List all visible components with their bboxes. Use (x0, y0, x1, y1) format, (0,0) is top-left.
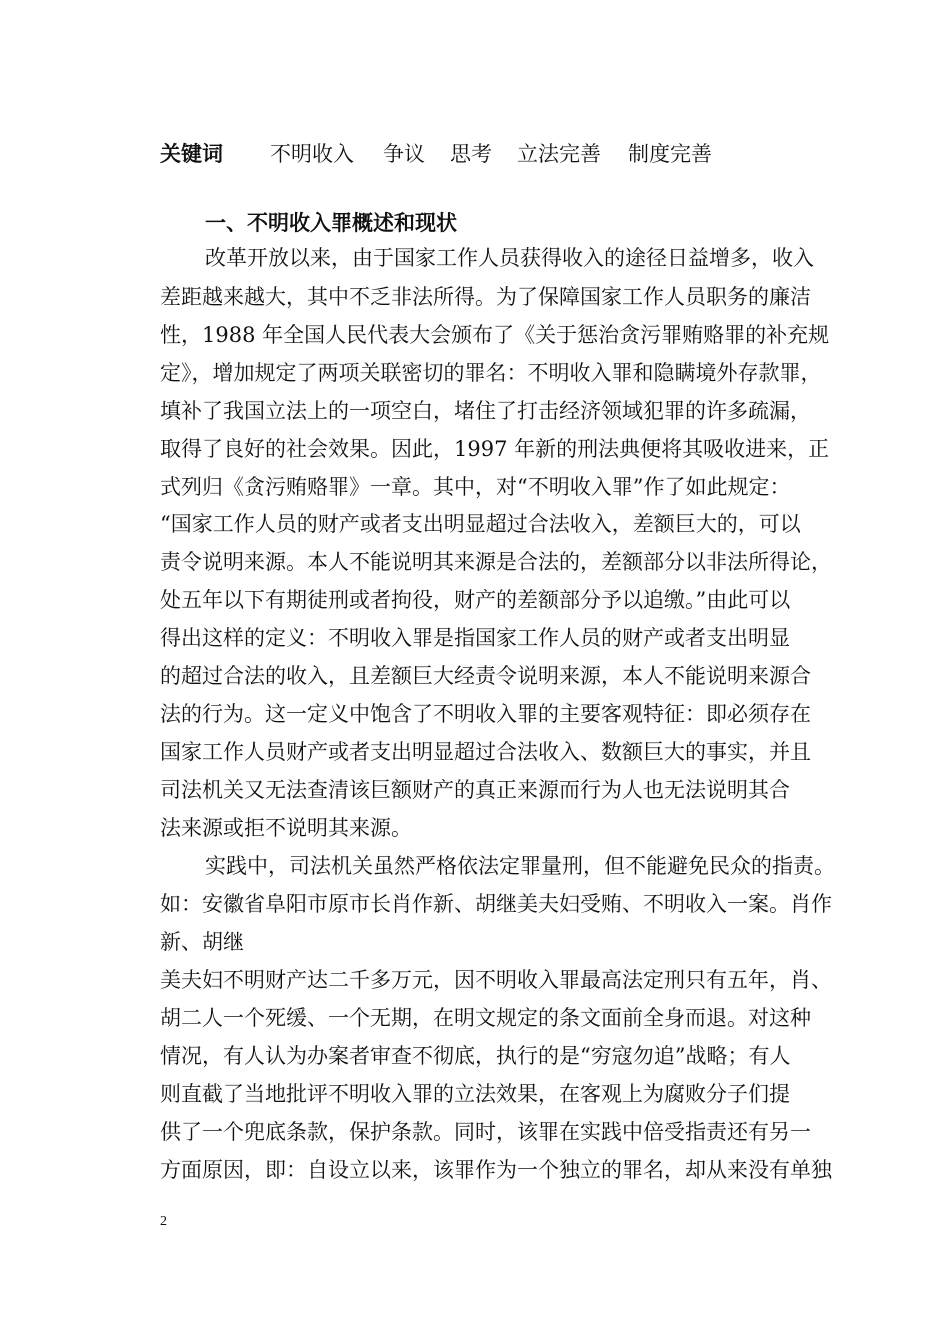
paragraph-line: 性，1988 年全国人民代表大会颁布了《关于惩治贪污罪贿赂罪的补充规 (160, 323, 830, 347)
section-heading: 一、不明收入罪概述和现状 (205, 211, 457, 235)
paragraph-line: 国家工作人员财产或者支出明显超过合法收入、数额巨大的事实，并且 (160, 740, 811, 764)
keyword-item: 立法完善 (517, 142, 601, 166)
paragraph-line: 的超过合法的收入，且差额巨大经责令说明来源，本人不能说明来源合 (160, 664, 811, 688)
paragraph-line: 责令说明来源。本人不能说明其来源是合法的，差额部分以非法所得论， (160, 550, 832, 574)
paragraph-line: 则直截了当地批评不明收入罪的立法效果，在客观上为腐败分子们提 (160, 1082, 790, 1106)
keywords-label: 关键词 (160, 142, 223, 166)
paragraph-line: 胡二人一个死缓、一个无期，在明文规定的条文面前全身而退。对这种 (160, 1006, 811, 1030)
paragraph-line: 取得了良好的社会效果。因此，1997 年新的刑法典便将其吸收进来，正 (160, 437, 830, 461)
paragraph-line: 改革开放以来，由于国家工作人员获得收入的途径日益增多，收入 (205, 246, 814, 270)
paragraph-line: 差距越来越大，其中不乏非法所得。为了保障国家工作人员职务的廉洁 (160, 285, 811, 309)
paragraph-line: 方面原因，即：自设立以来，该罪作为一个独立的罪名，却从来没有单独 (160, 1158, 832, 1182)
paragraph-line: “国家工作人员的财产或者支出明显超过合法收入，差额巨大的，可以 (160, 512, 801, 536)
paragraph-line: 如：安徽省阜阳市原市长肖作新、胡继美夫妇受贿、不明收入一案。肖作 (160, 892, 832, 916)
page-number: 2 (160, 1214, 167, 1229)
paragraph-line: 式列归《贪污贿赂罪》一章。其中，对“不明收入罪”作了如此规定： (160, 475, 791, 499)
paragraph-line: 美夫妇不明财产达二千多万元，因不明收入罪最高法定刑只有五年，肖、 (160, 968, 832, 992)
paragraph-line: 填补了我国立法上的一项空白，堵住了打击经济领域犯罪的许多疏漏， (160, 399, 811, 423)
paragraph-line: 法来源或拒不说明其来源。 (160, 816, 412, 840)
keyword-item: 制度完善 (628, 142, 712, 166)
paragraph-line: 定》，增加规定了两项关联密切的罪名：不明收入罪和隐瞒境外存款罪， (160, 361, 822, 385)
keyword-item: 争议 (383, 142, 425, 166)
paragraph-line: 法的行为。这一定义中饱含了不明收入罪的主要客观特征：即必须存在 (160, 702, 811, 726)
paragraph-line: 实践中，司法机关虽然严格依法定罪量刑，但不能避免民众的指责。 (205, 854, 835, 878)
paragraph-line: 得出这样的定义：不明收入罪是指国家工作人员的财产或者支出明显 (160, 626, 790, 650)
paragraph-line: 情况，有人认为办案者审查不彻底，执行的是“穷寇勿追”战略；有人 (160, 1044, 791, 1068)
paragraph-line: 司法机关又无法查清该巨额财产的真正来源而行为人也无法说明其合 (160, 778, 790, 802)
keyword-item: 不明收入 (270, 142, 354, 166)
keyword-item: 思考 (450, 142, 492, 166)
paragraph-line: 供了一个兜底条款，保护条款。同时，该罪在实践中倍受指责还有另一 (160, 1120, 811, 1144)
paragraph-line: 处五年以下有期徒刑或者拘役，财产的差额部分予以追缴。”由此可以 (160, 588, 791, 612)
paragraph-line: 新、胡继 (160, 930, 244, 954)
